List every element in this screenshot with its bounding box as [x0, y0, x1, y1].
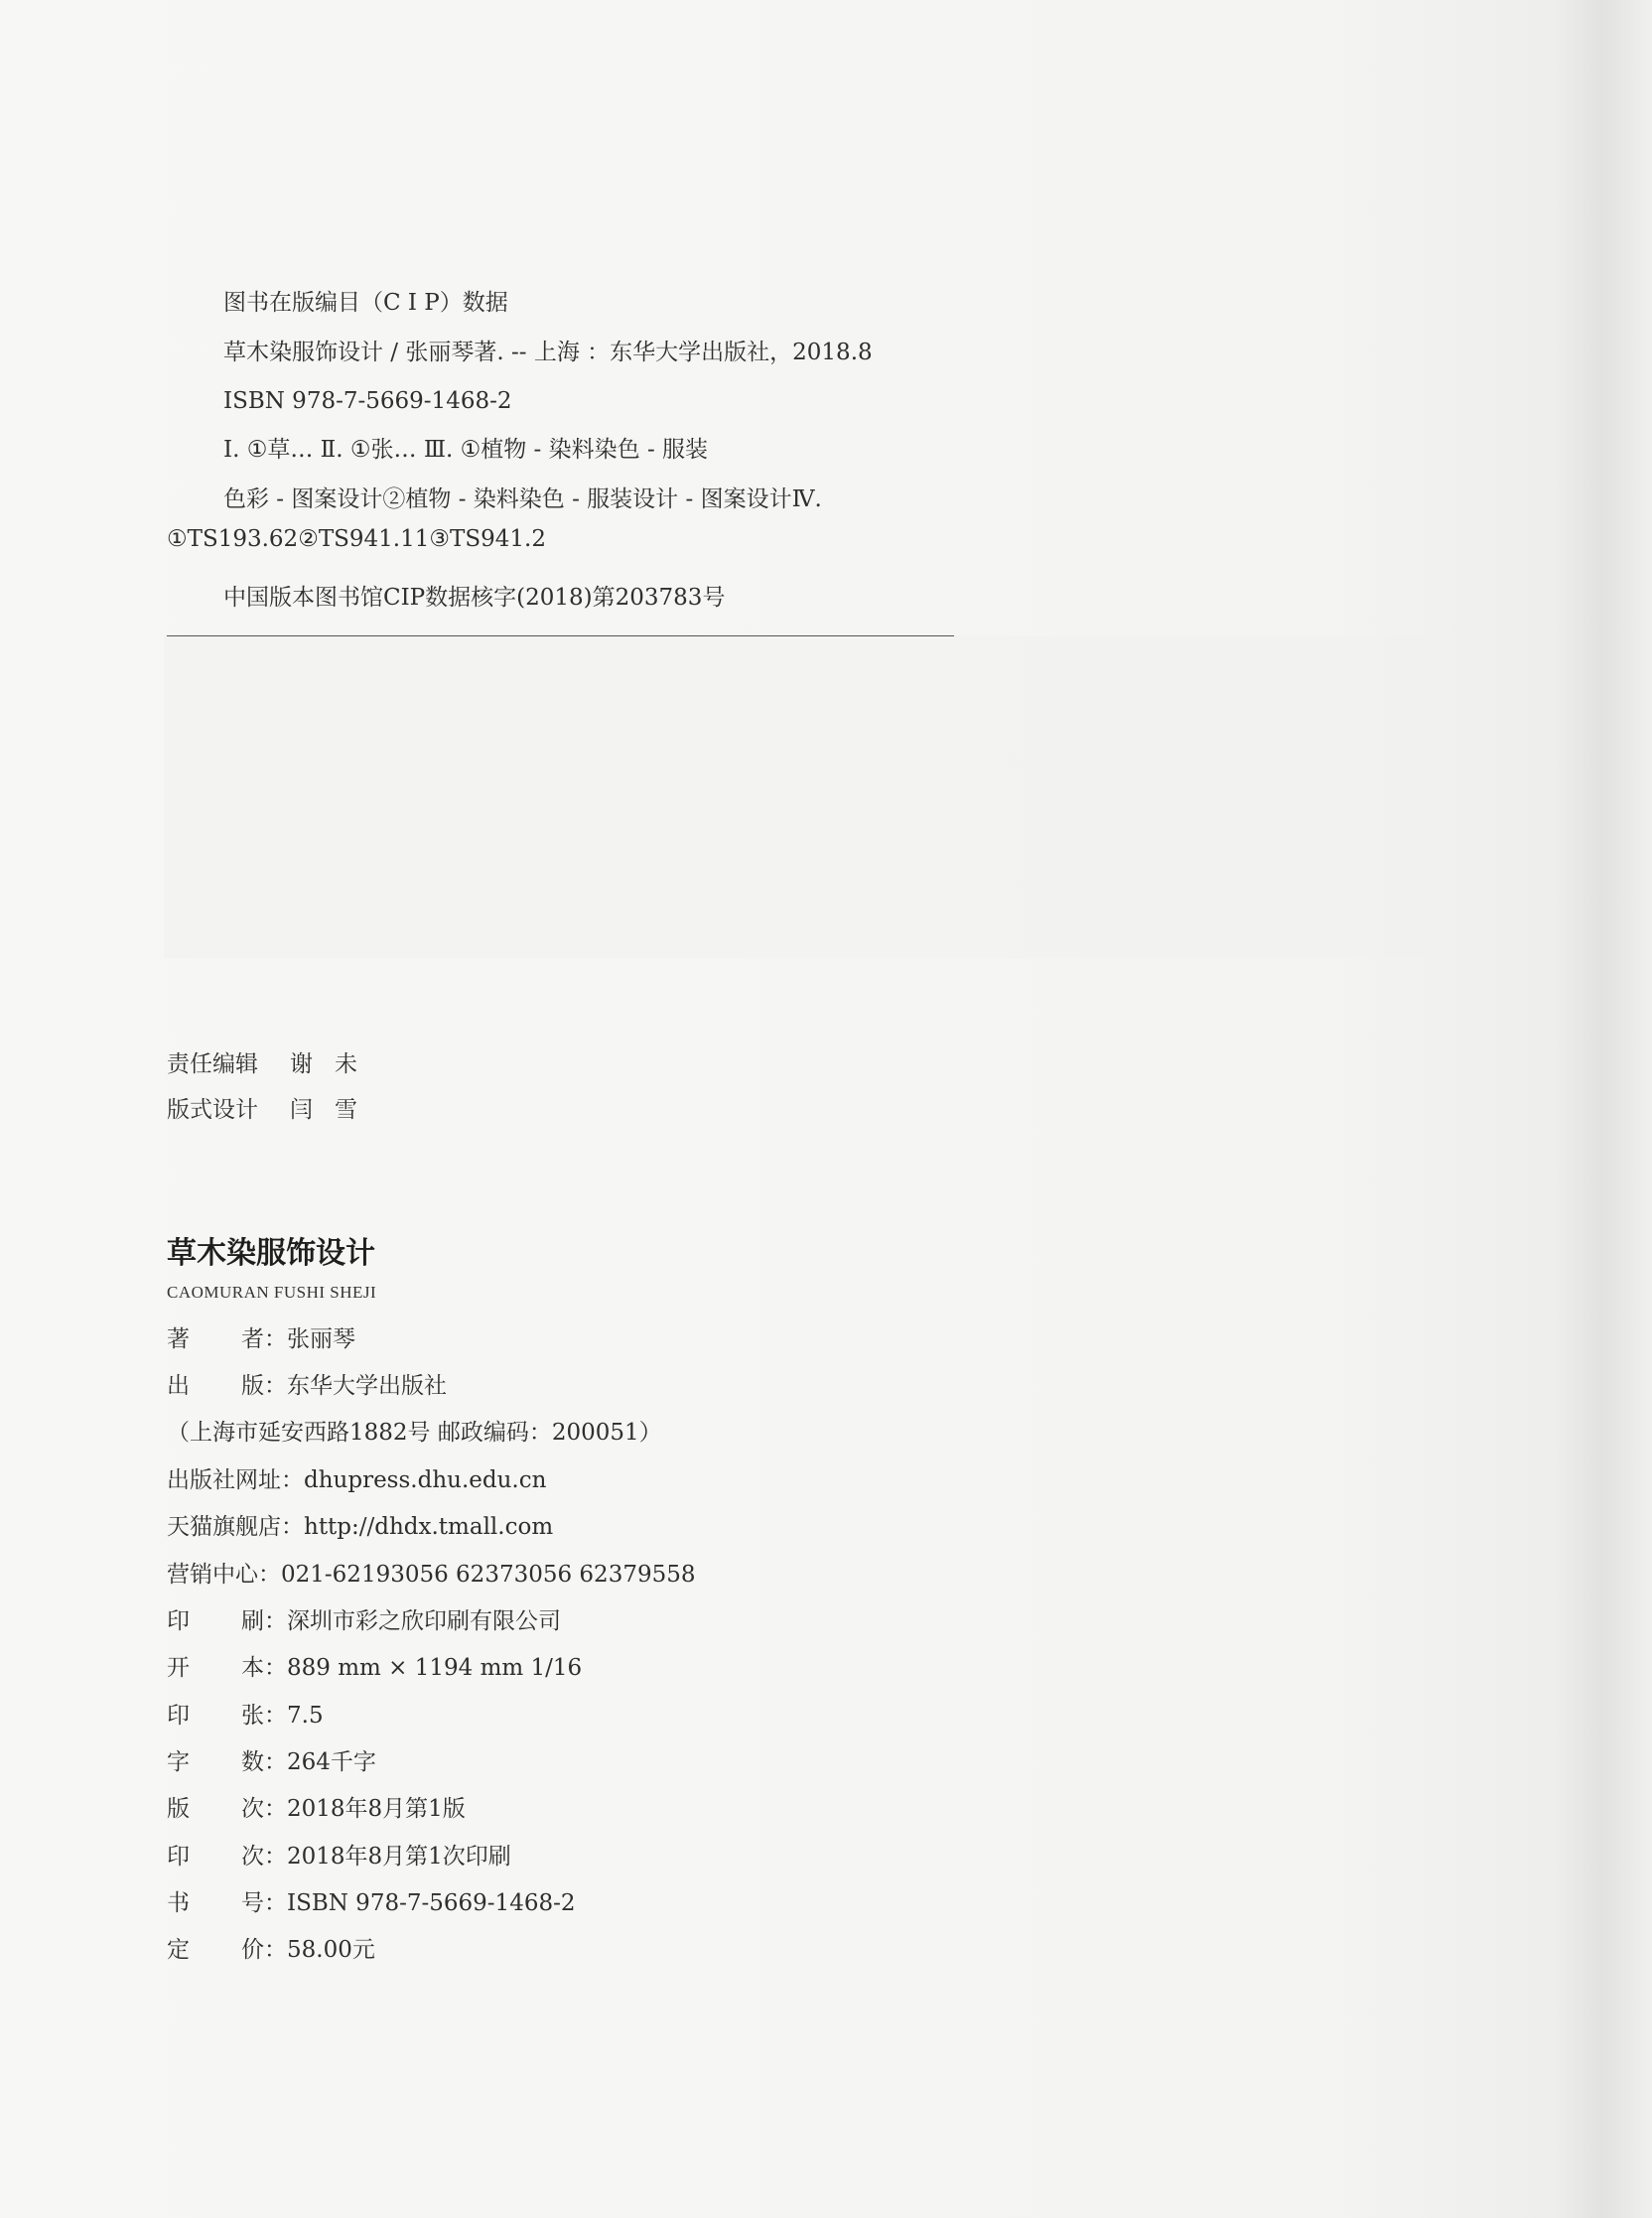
credit-row	[167, 1095, 379, 1125]
cip-class-numbers: ①TS193.62②TS941.11③TS941.2	[167, 526, 546, 552]
info-row-website	[167, 1465, 546, 1495]
info-value: ：http://dhdx.tmall.com	[281, 1514, 554, 1540]
info-label: 版次	[167, 1796, 264, 1822]
info-row-format	[167, 1653, 582, 1683]
info-value: ：张丽琴	[264, 1326, 355, 1352]
info-row-author	[167, 1324, 355, 1354]
info-row-book-number	[167, 1888, 576, 1918]
info-row-edition	[167, 1794, 466, 1824]
info-value: ：2018年8月第1次印刷	[264, 1844, 511, 1870]
info-label: 印刷	[167, 1608, 264, 1634]
publisher-address: （上海市延安西路1882号 邮政编码：200051）	[167, 1420, 662, 1446]
book-title-pinyin: CAOMURAN FUSHI SHEJI	[167, 1283, 377, 1302]
info-value: ：7.5	[264, 1703, 324, 1729]
info-row-words	[167, 1747, 376, 1777]
credit-role: 责任编辑	[167, 1051, 258, 1077]
info-label: 字数	[167, 1749, 264, 1775]
info-label: 定价	[167, 1937, 264, 1963]
info-value: ：021-62193056 62373056 62379558	[258, 1562, 696, 1588]
info-value: ：dhupress.dhu.edu.cn	[281, 1467, 547, 1493]
info-row-sheets	[167, 1701, 324, 1731]
info-label: 营销中心	[167, 1562, 258, 1588]
info-label: 出版社网址	[167, 1467, 281, 1493]
info-label: 书号	[167, 1890, 264, 1916]
info-row-publisher	[167, 1371, 447, 1401]
info-label: 印次	[167, 1844, 264, 1870]
credit-name: 闫雪	[290, 1097, 379, 1123]
cip-heading: 图书在版编目（C I P）数据	[223, 290, 508, 316]
cip-title-line: 草木染服饰设计 / 张丽琴著. -- 上海 ：东华大学出版社，2018.8	[223, 340, 873, 365]
info-value: ：264千字	[264, 1749, 376, 1775]
info-value: ：889 mm × 1194 mm 1/16	[264, 1655, 583, 1681]
credit-row	[167, 1049, 379, 1079]
info-row-price	[167, 1935, 375, 1965]
info-row-printing	[167, 1842, 511, 1871]
info-label: 印张	[167, 1703, 264, 1729]
info-value: ：深圳市彩之欣印刷有限公司	[264, 1608, 561, 1634]
info-row-printer	[167, 1606, 561, 1636]
cip-divider	[167, 635, 954, 636]
show-through-block	[164, 635, 1430, 958]
info-row-tmall	[167, 1512, 553, 1542]
cip-isbn: ISBN 978-7-5669-1468-2	[223, 388, 512, 414]
book-title: 草木染服饰设计	[167, 1236, 375, 1271]
credit-name: 谢未	[290, 1051, 379, 1077]
info-label: 天猫旗舰店	[167, 1514, 281, 1540]
info-row-marketing	[167, 1560, 696, 1590]
info-value: ：东华大学出版社	[264, 1373, 447, 1399]
cip-classification-line: Ⅰ. ①草… Ⅱ. ①张… Ⅲ. ①植物 - 染料染色 - 服装	[223, 437, 709, 463]
cip-classification-line-2: 色彩 - 图案设计②植物 - 染料染色 - 服装设计 - 图案设计Ⅳ.	[223, 486, 822, 512]
info-label: 著者	[167, 1326, 264, 1352]
credit-role: 版式设计	[167, 1097, 258, 1123]
info-value: ：ISBN 978-7-5669-1468-2	[264, 1890, 576, 1916]
info-label: 出版	[167, 1373, 264, 1399]
info-label: 开本	[167, 1655, 264, 1681]
info-value: ：2018年8月第1版	[264, 1796, 466, 1822]
info-value: ：58.00元	[264, 1937, 375, 1963]
cip-approval-number: 中国版本图书馆CIP数据核字(2018)第203783号	[223, 585, 726, 611]
